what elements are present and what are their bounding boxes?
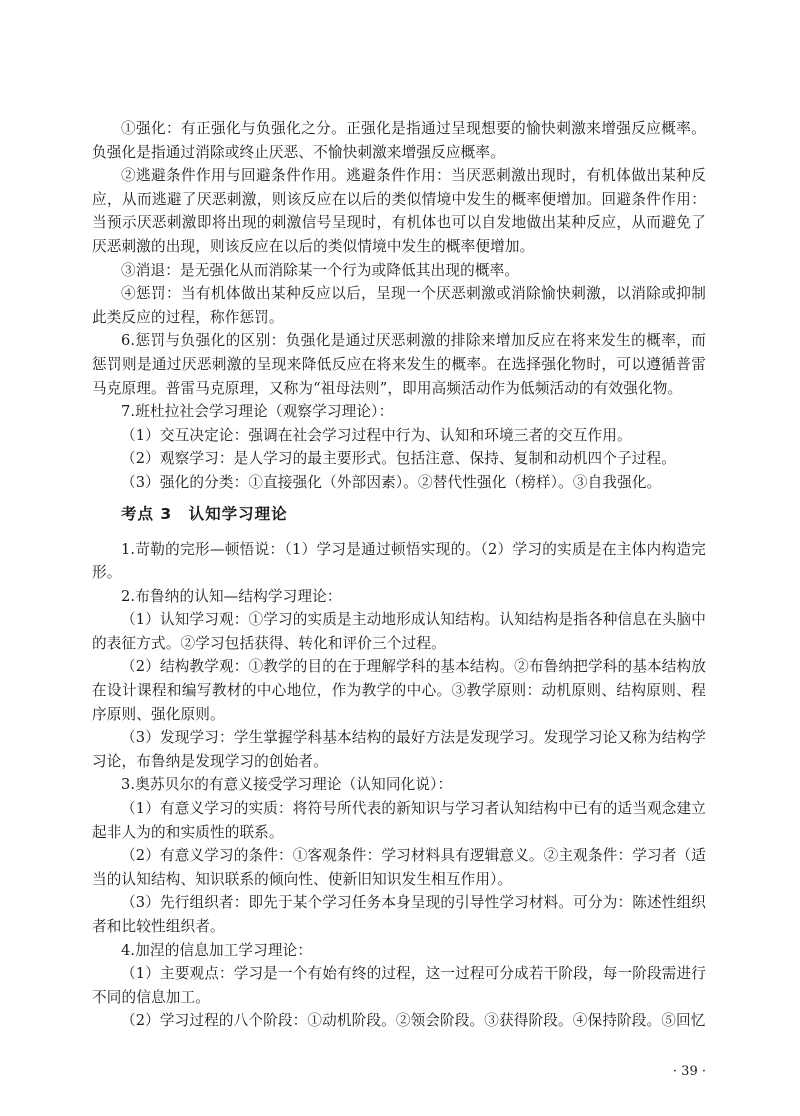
body-text-bottom: [92, 538, 706, 1033]
paragraph: （3）先行组织者：即先于某个学习任务本身呈现的引导性学习材料。可分为：陈述性组织者和比较性组织者。: [92, 894, 706, 935]
paragraph: ②逃避条件作用与回避条件作用。逃避条件作用：当厌恶刺激出现时，有机体做出某种反应，从而逃避了厌恶刺激，则该反应在以后的类似情境中发生的概率便增加。回避条件作用：当预示厌恶刺激即将出现的刺激信号呈现时，有机体也可以自发地做出某种反应，从而避免了厌恶刺激的出现，则该反应在以后的类似情境中发生的概率便增加。: [92, 167, 706, 255]
paragraph: （1）有意义学习的实质：将符号所代表的新知识与学习者认知结构中已有的适当观念建立起非人为的和实质性的联系。: [92, 800, 706, 841]
paragraph: （3）强化的分类：①直接强化（外部因素）。②替代性强化（榜样）。③自我强化。: [121, 473, 662, 491]
paragraph: 6.惩罚与负强化的区别：负强化是通过厌恶刺激的排除来增加反应在将来发生的概率，而惩罚则是通过厌恶刺激的呈现来降低反应在将来发生的概率。在选择强化物时，可以遵循普雷马克原理。普雷马克原理，又称为“祖母法则”，即用高频活动作为低频活动的有效强化物。: [92, 332, 706, 397]
paragraph: （1）主要观点：学习是一个有始有终的过程，这一过程可分成若干阶段，每一阶段需进行不同的信息加工。: [92, 965, 706, 1006]
body-text-top: [92, 117, 706, 495]
paragraph: （2）学习过程的八个阶段：①动机阶段。②领会阶段。③获得阶段。④保持阶段。⑤回忆: [121, 1012, 706, 1030]
paragraph: （2）结构教学观：①教学的目的在于理解学科的基本结构。②布鲁纳把学科的基本结构放在设计课程和编写教材的中心地位，作为教学的中心。③教学原则：动机原则、结构原则、程序原则、强化原则。: [92, 658, 706, 723]
paragraph: 4.加涅的信息加工学习理论：: [121, 941, 313, 959]
page-number: · 39 ·: [672, 1064, 706, 1079]
section-heading: 考点 3 认知学习理论: [121, 504, 288, 523]
paragraph: （2）观察学习：是人学习的最主要形式。包括注意、保持、复制和动机四个子过程。: [121, 450, 676, 468]
paragraph: 1.苛勒的完形—顿悟说：（1）学习是通过顿悟实现的。（2）学习的实质是在主体内构造完形。: [92, 540, 706, 582]
paragraph: ③消退：是无强化从而消除某一个行为或降低其出现的概率。: [121, 261, 520, 279]
paragraph: （3）发现学习：学生掌握学科基本结构的最好方法是发现学习。发现学习论又称为结构学习论，布鲁纳是发现学习的创始者。: [92, 729, 706, 770]
paragraph: （2）有意义学习的条件：①客观条件：学习材料具有逻辑意义。②主观条件：学习者（适当的认知结构、知识联系的倾向性、使新旧知识发生相互作用）。: [92, 847, 706, 888]
paragraph: 7.班杜拉社会学习理论（观察学习理论）：: [121, 403, 394, 421]
paragraph: （1）交互决定论：强调在社会学习过程中行为、认知和环境三者的交互作用。: [121, 426, 632, 444]
paragraph: （1）认知学习观：①学习的实质是主动地形成认知结构。认知结构是指各种信息在头脑中的表征方式。②学习包括获得、转化和评价三个过程。: [92, 611, 706, 652]
paragraph: 3.奥苏贝尔的有意义接受学习理论（认知同化说）：: [121, 776, 453, 794]
paragraph: ④惩罚：当有机体做出某种反应以后，呈现一个厌恶刺激或消除愉快刺激，以消除或抑制此类反应的过程，称作惩罚。: [92, 285, 706, 326]
paragraph: 2.布鲁纳的认知—结构学习理论：: [121, 587, 342, 605]
paragraph: ①强化：有正强化与负强化之分。正强化是指通过呈现想要的愉快刺激来增强反应概率。负强化是指通过消除或终止厌恶、不愉快刺激来增强反应概率。: [92, 120, 706, 161]
